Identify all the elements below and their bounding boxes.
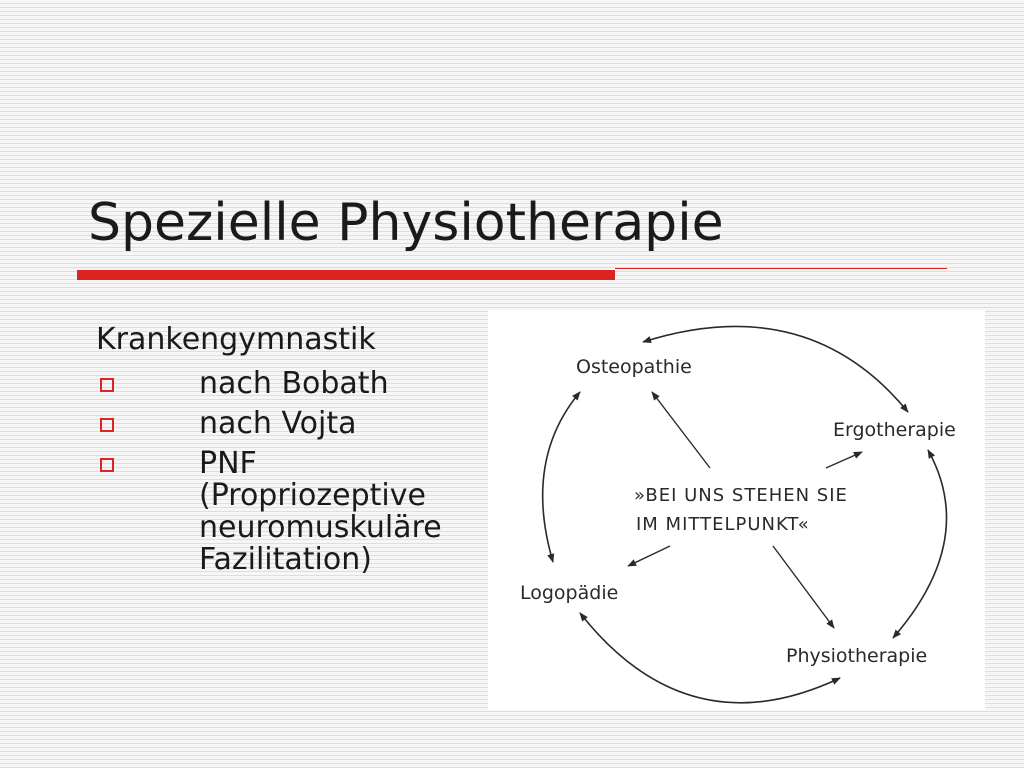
node-logopaedie: Logopädie [520, 582, 619, 604]
title-underline-thick [77, 270, 615, 280]
slide-title: Spezielle Physiotherapie [88, 193, 724, 253]
square-bullet-icon [100, 378, 114, 392]
bullet-item [96, 368, 486, 400]
node-osteopathie: Osteopathie [576, 356, 692, 378]
center-arrow-osteopathie [652, 392, 710, 468]
therapy-cycle-diagram [488, 310, 985, 710]
bullet-text: nach Bobath [199, 366, 389, 401]
node-physiotherapie: Physiotherapie [786, 645, 928, 667]
bullet-list [96, 368, 486, 576]
node-ergotherapie: Ergotherapie [833, 419, 956, 441]
center-arrow-logopaedie [628, 546, 670, 566]
cycle-arrow-ergo-physio [893, 450, 947, 638]
center-arrow-physiotherapie [773, 546, 834, 628]
bullet-text: PNF (Propriozeptive neuromuskuläre Fazilitation) [199, 446, 442, 577]
square-bullet-icon [100, 418, 114, 432]
bullet-item [96, 448, 486, 576]
square-bullet-icon [100, 458, 114, 472]
cycle-arrow-logo-osteo [543, 392, 580, 562]
center-arrow-ergotherapie [826, 452, 862, 468]
bullet-content [96, 320, 486, 576]
content-heading: Krankengymnastik [96, 322, 376, 357]
title-underline-thin [615, 268, 947, 269]
center-text-line2: IM MITTELPUNKT« [636, 514, 810, 535]
bullet-item [96, 408, 486, 440]
center-text-line1: »BEI UNS STEHEN SIE [634, 485, 848, 506]
bullet-text: nach Vojta [199, 406, 357, 441]
diagram-canvas [488, 310, 985, 710]
